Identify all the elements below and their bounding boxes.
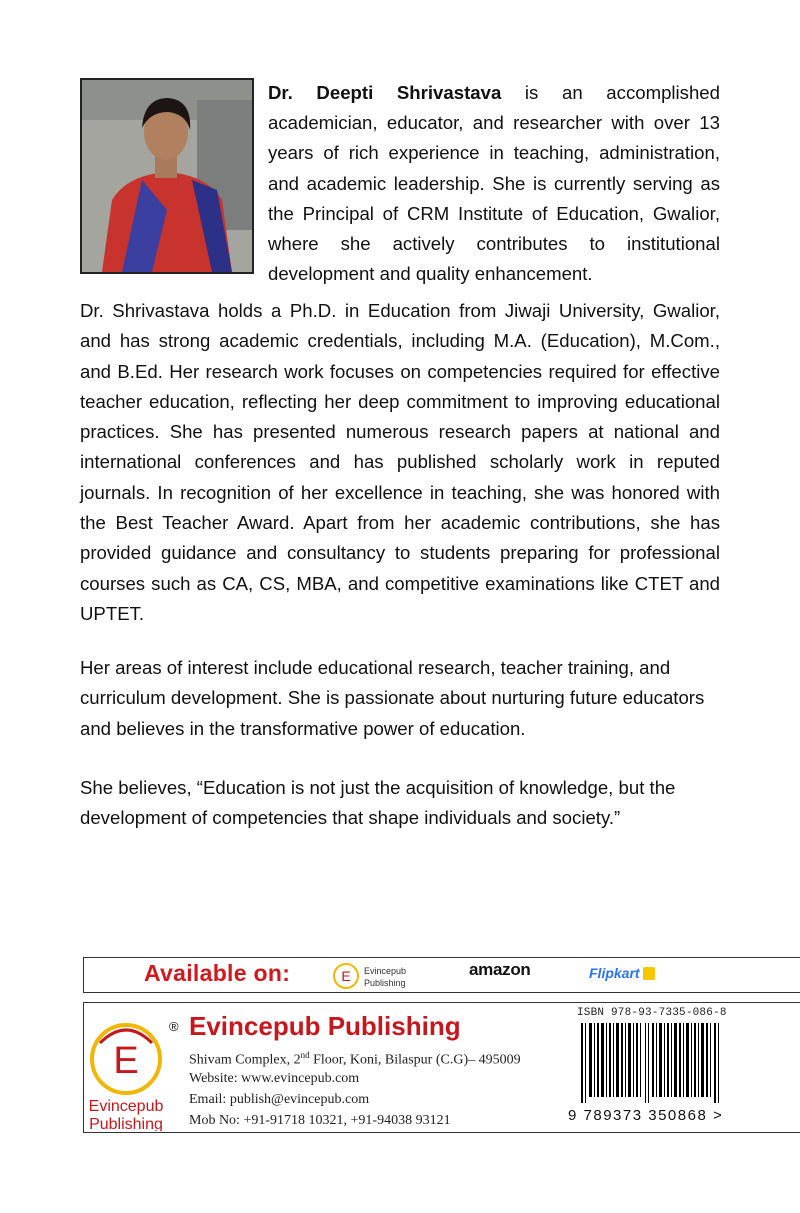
logo-line2: Publishing bbox=[89, 1116, 163, 1131]
bio-paragraph-quote: She believes, “Education is not just the acquisition of knowledge, but the development of competencies that shape individuals and society.” bbox=[80, 777, 676, 829]
author-intro-text: is an accomplished academician, educator, and researcher with over 13 years of rich experience in teaching, administration, and academic leadership. She is currently serving as the Principal of CRM Institute of Education, Gwalior, where she actively contributes to institutional development and quality enhancement. bbox=[268, 82, 720, 285]
publisher-phone: Mob No: +91-91718 10321, +91-94038 93121 bbox=[189, 1113, 451, 1128]
evincepub-store-line1: Evincepub bbox=[364, 966, 407, 976]
address-part-2: Floor, Koni, Bilaspur (C.G)– 495009 bbox=[309, 1052, 521, 1068]
availability-bar bbox=[83, 957, 800, 993]
publisher-website[interactable]: Website: www.evincepub.com bbox=[189, 1071, 360, 1086]
evincepub-store-logo[interactable] bbox=[332, 961, 412, 991]
publisher-logo bbox=[86, 1017, 186, 1131]
publisher-name: Evincepub Publishing bbox=[189, 1011, 461, 1041]
author-name: Dr. Deepti Shrivastava bbox=[268, 82, 502, 103]
registered-mark: ® bbox=[169, 1019, 179, 1034]
flipkart-bag-icon bbox=[643, 967, 655, 980]
bio-paragraph-credentials: Dr. Shrivastava holds a Ph.D. in Education from Jiwaji University, Gwalior, and has strong academic credentials, including M.A. (Education), M.Com., and B.Ed. Her research work focuses on competencies required for effective teacher education, reflecting her deep commitment to improving educational practices. She has presented numerous research papers at national and international conferences and has published scholarly work in reputed journals. In recognition of her excellence in teaching, she was honored with the Best Teacher Award. Apart from her academic contributions, she has provided guidance and consultancy to students preparing for professional courses such as CA, CS, MBA, and competitive examinations like CTET and UPTET. bbox=[80, 300, 720, 624]
availability-label: Available on: bbox=[144, 960, 291, 986]
address-part-1: Shivam Complex, 2 bbox=[189, 1052, 301, 1068]
author-photo bbox=[80, 78, 254, 274]
flipkart-store-logo[interactable] bbox=[589, 965, 655, 981]
isbn-barcode bbox=[581, 1023, 721, 1103]
publisher-address bbox=[189, 1050, 521, 1069]
logo-line1: Evincepub bbox=[88, 1098, 164, 1115]
isbn-digits: 9 789373 350868 > bbox=[568, 1107, 724, 1124]
logo-letter: E bbox=[113, 1040, 139, 1082]
amazon-store-logo[interactable]: amazon bbox=[469, 960, 531, 979]
isbn-label: ISBN 978-93-7335-086-8 bbox=[577, 1007, 727, 1019]
flipkart-label: Flipkart bbox=[589, 965, 640, 981]
evincepub-store-line2: Publishing bbox=[364, 978, 406, 988]
author-intro bbox=[268, 78, 720, 289]
publisher-box bbox=[83, 1002, 800, 1133]
publisher-email[interactable]: Email: publish@evincepub.com bbox=[189, 1092, 370, 1107]
bio-paragraph-interests: Her areas of interest include educational research, teacher training, and curriculum development. She is passionate about nurturing future educators and believes in the transformative power of education. bbox=[80, 657, 705, 739]
svg-text:E: E bbox=[341, 968, 351, 984]
address-superscript: nd bbox=[300, 1050, 310, 1060]
